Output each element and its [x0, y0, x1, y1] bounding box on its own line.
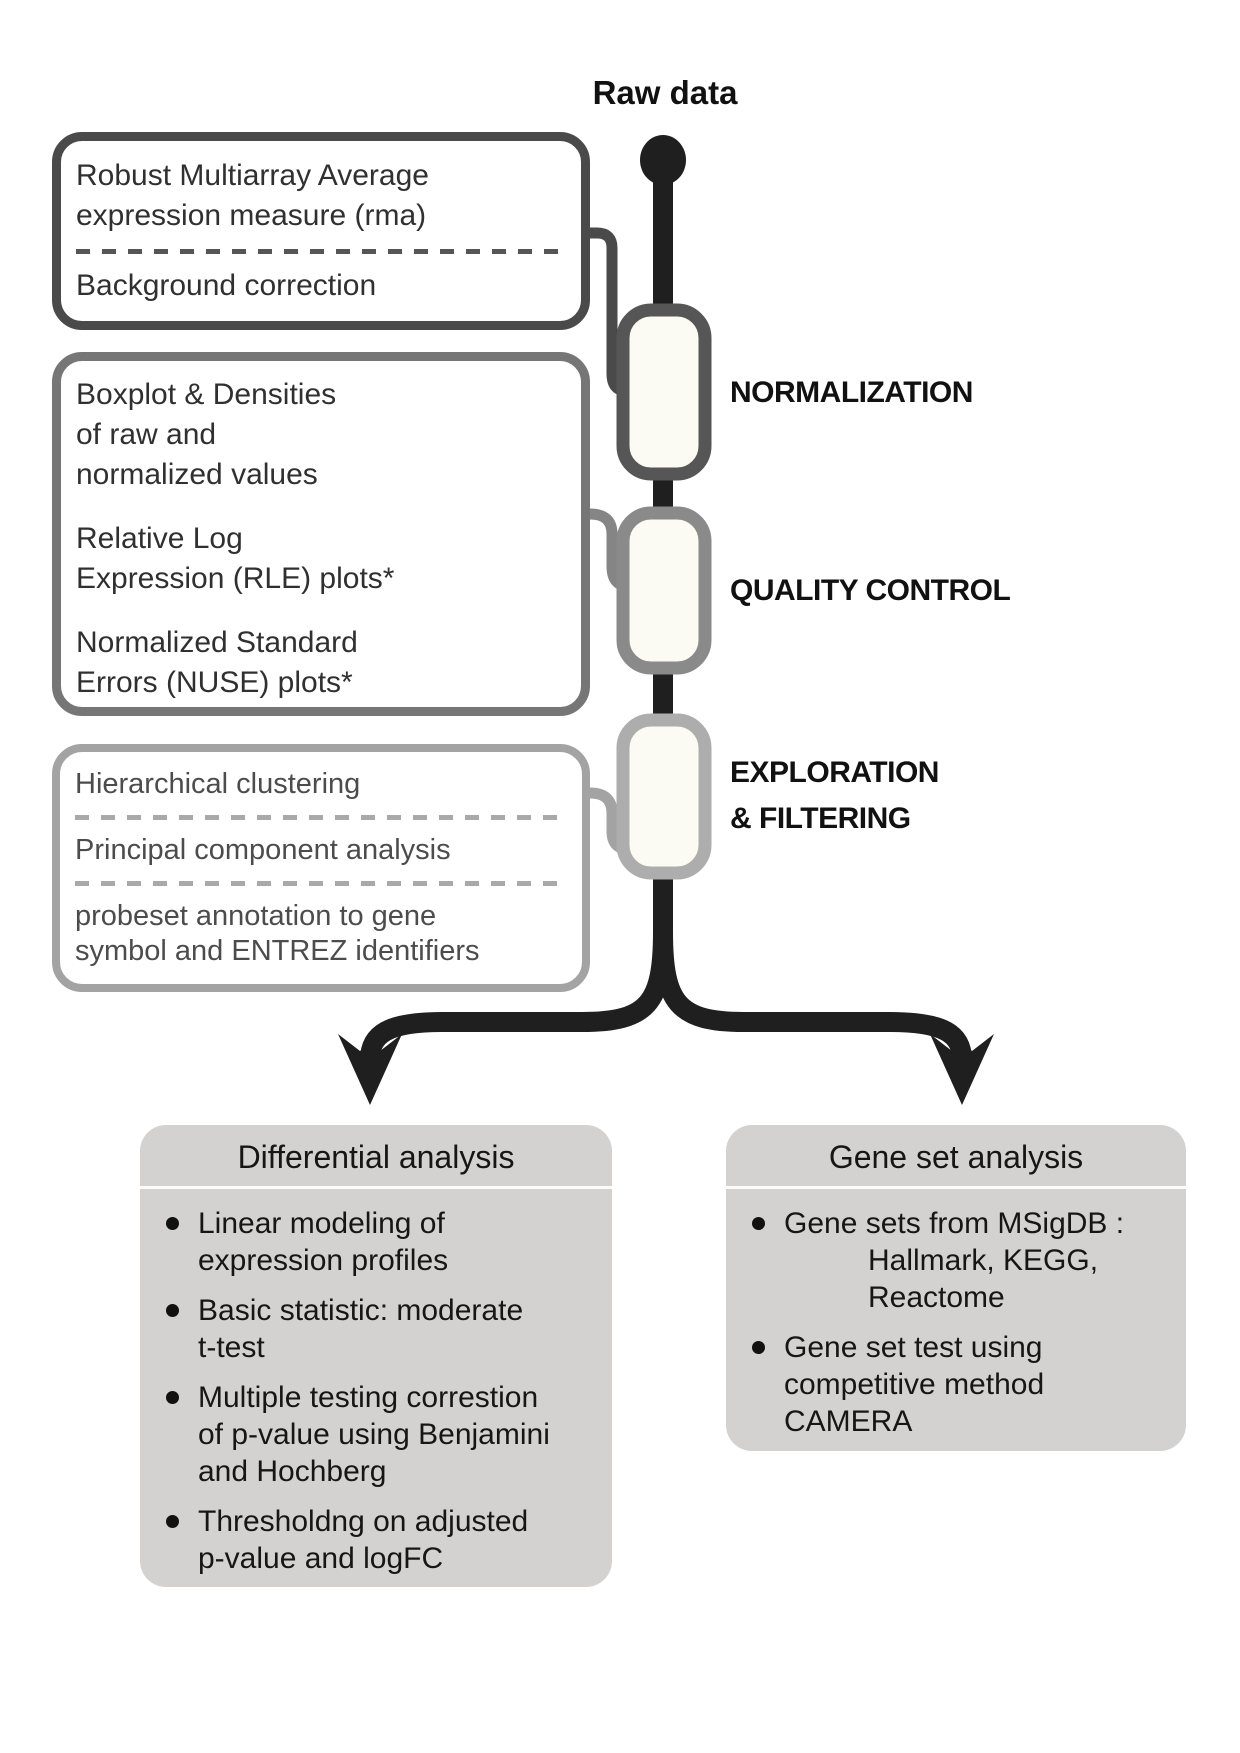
stage-label-normalization — [730, 374, 973, 412]
bullet-item — [158, 1292, 602, 1366]
stage-label-line: NORMALIZATION — [730, 376, 973, 409]
step-text: expression measure (rma) — [76, 198, 427, 232]
stepbox-normalization — [52, 132, 590, 330]
bullet-line: of p-value using Benjamini — [198, 1418, 550, 1451]
step-text: normalized values — [76, 458, 318, 491]
step-text: Background correction — [76, 269, 377, 303]
bullet-line: Gene sets from MSigDB : — [784, 1207, 1125, 1240]
bullet-line: t-test — [198, 1331, 265, 1364]
step-text: Robust Multiarray Average — [76, 158, 429, 192]
dashed-divider — [75, 815, 564, 820]
bullet-item — [158, 1205, 602, 1279]
dashed-divider — [76, 249, 563, 254]
fork-right-arm — [663, 932, 962, 1060]
panel-title: Differential analysis — [140, 1125, 612, 1189]
stepbox-quality-control — [52, 352, 590, 716]
bullet-line: Basic statistic: moderate — [198, 1294, 524, 1327]
bullet-list — [726, 1205, 1186, 1440]
bullet-item — [744, 1329, 1176, 1440]
bullet-list — [140, 1205, 612, 1577]
dashed-divider — [75, 881, 564, 886]
panel-differential-analysis — [140, 1125, 612, 1587]
step-section — [76, 513, 563, 605]
stage-label-line: & FILTERING — [730, 802, 911, 835]
stepbox-exploration-filtering — [52, 744, 590, 992]
arrowhead-left-icon — [338, 1034, 402, 1105]
step-section — [75, 893, 564, 975]
bullet-line: CAMERA — [784, 1405, 913, 1438]
bullet-line: and Hochberg — [198, 1455, 387, 1488]
bullet-line: Gene set test using — [784, 1331, 1043, 1364]
step-text: Expression (RLE) plots* — [76, 562, 395, 595]
bullet-line: Linear modeling of — [198, 1207, 445, 1240]
step-text: Boxplot & Densities — [76, 378, 337, 411]
arrowhead-right-icon — [930, 1034, 994, 1105]
step-section — [76, 150, 563, 242]
panel-title: Gene set analysis — [726, 1125, 1186, 1189]
step-text: of raw and — [76, 418, 217, 451]
bullet-item — [158, 1503, 602, 1577]
stage-pill-quality-control — [623, 513, 705, 668]
step-text: probeset annotation to gene — [75, 900, 437, 932]
step-section — [76, 260, 563, 312]
bullet-line: Reactome — [868, 1281, 1005, 1314]
bullet-item — [158, 1379, 602, 1490]
stage-label-exploration-filtering — [730, 750, 939, 842]
stage-label-quality-control — [730, 572, 1010, 610]
stage-label-line: EXPLORATION — [730, 756, 939, 789]
step-section — [76, 617, 563, 709]
bullet-line: Hallmark, KEGG, — [868, 1244, 1099, 1277]
bullet-line: Thresholdng on adjusted — [198, 1505, 529, 1538]
bullet-line: expression profiles — [198, 1244, 449, 1277]
bullet-item — [744, 1205, 1176, 1316]
stage-pill-exploration — [623, 720, 705, 873]
panel-gene-set-analysis — [726, 1125, 1186, 1451]
step-section — [75, 827, 564, 874]
step-text: Normalized Standard — [76, 626, 358, 659]
step-text: Hierarchical clustering — [75, 768, 361, 800]
step-section — [76, 369, 563, 501]
step-text: Errors (NUSE) plots* — [76, 666, 353, 699]
stage-label-line: QUALITY CONTROL — [730, 574, 1011, 607]
raw-data-label: Raw data — [592, 74, 738, 111]
bullet-line: Multiple testing correstion — [198, 1381, 539, 1414]
step-section — [75, 761, 564, 808]
step-text: Relative Log — [76, 522, 243, 555]
step-text: symbol and ENTREZ identifiers — [75, 935, 480, 967]
bullet-line: p-value and logFC — [198, 1542, 444, 1575]
stage-pill-normalization — [623, 310, 705, 474]
bullet-line: competitive method — [784, 1368, 1045, 1401]
step-text: Principal component analysis — [75, 834, 451, 866]
